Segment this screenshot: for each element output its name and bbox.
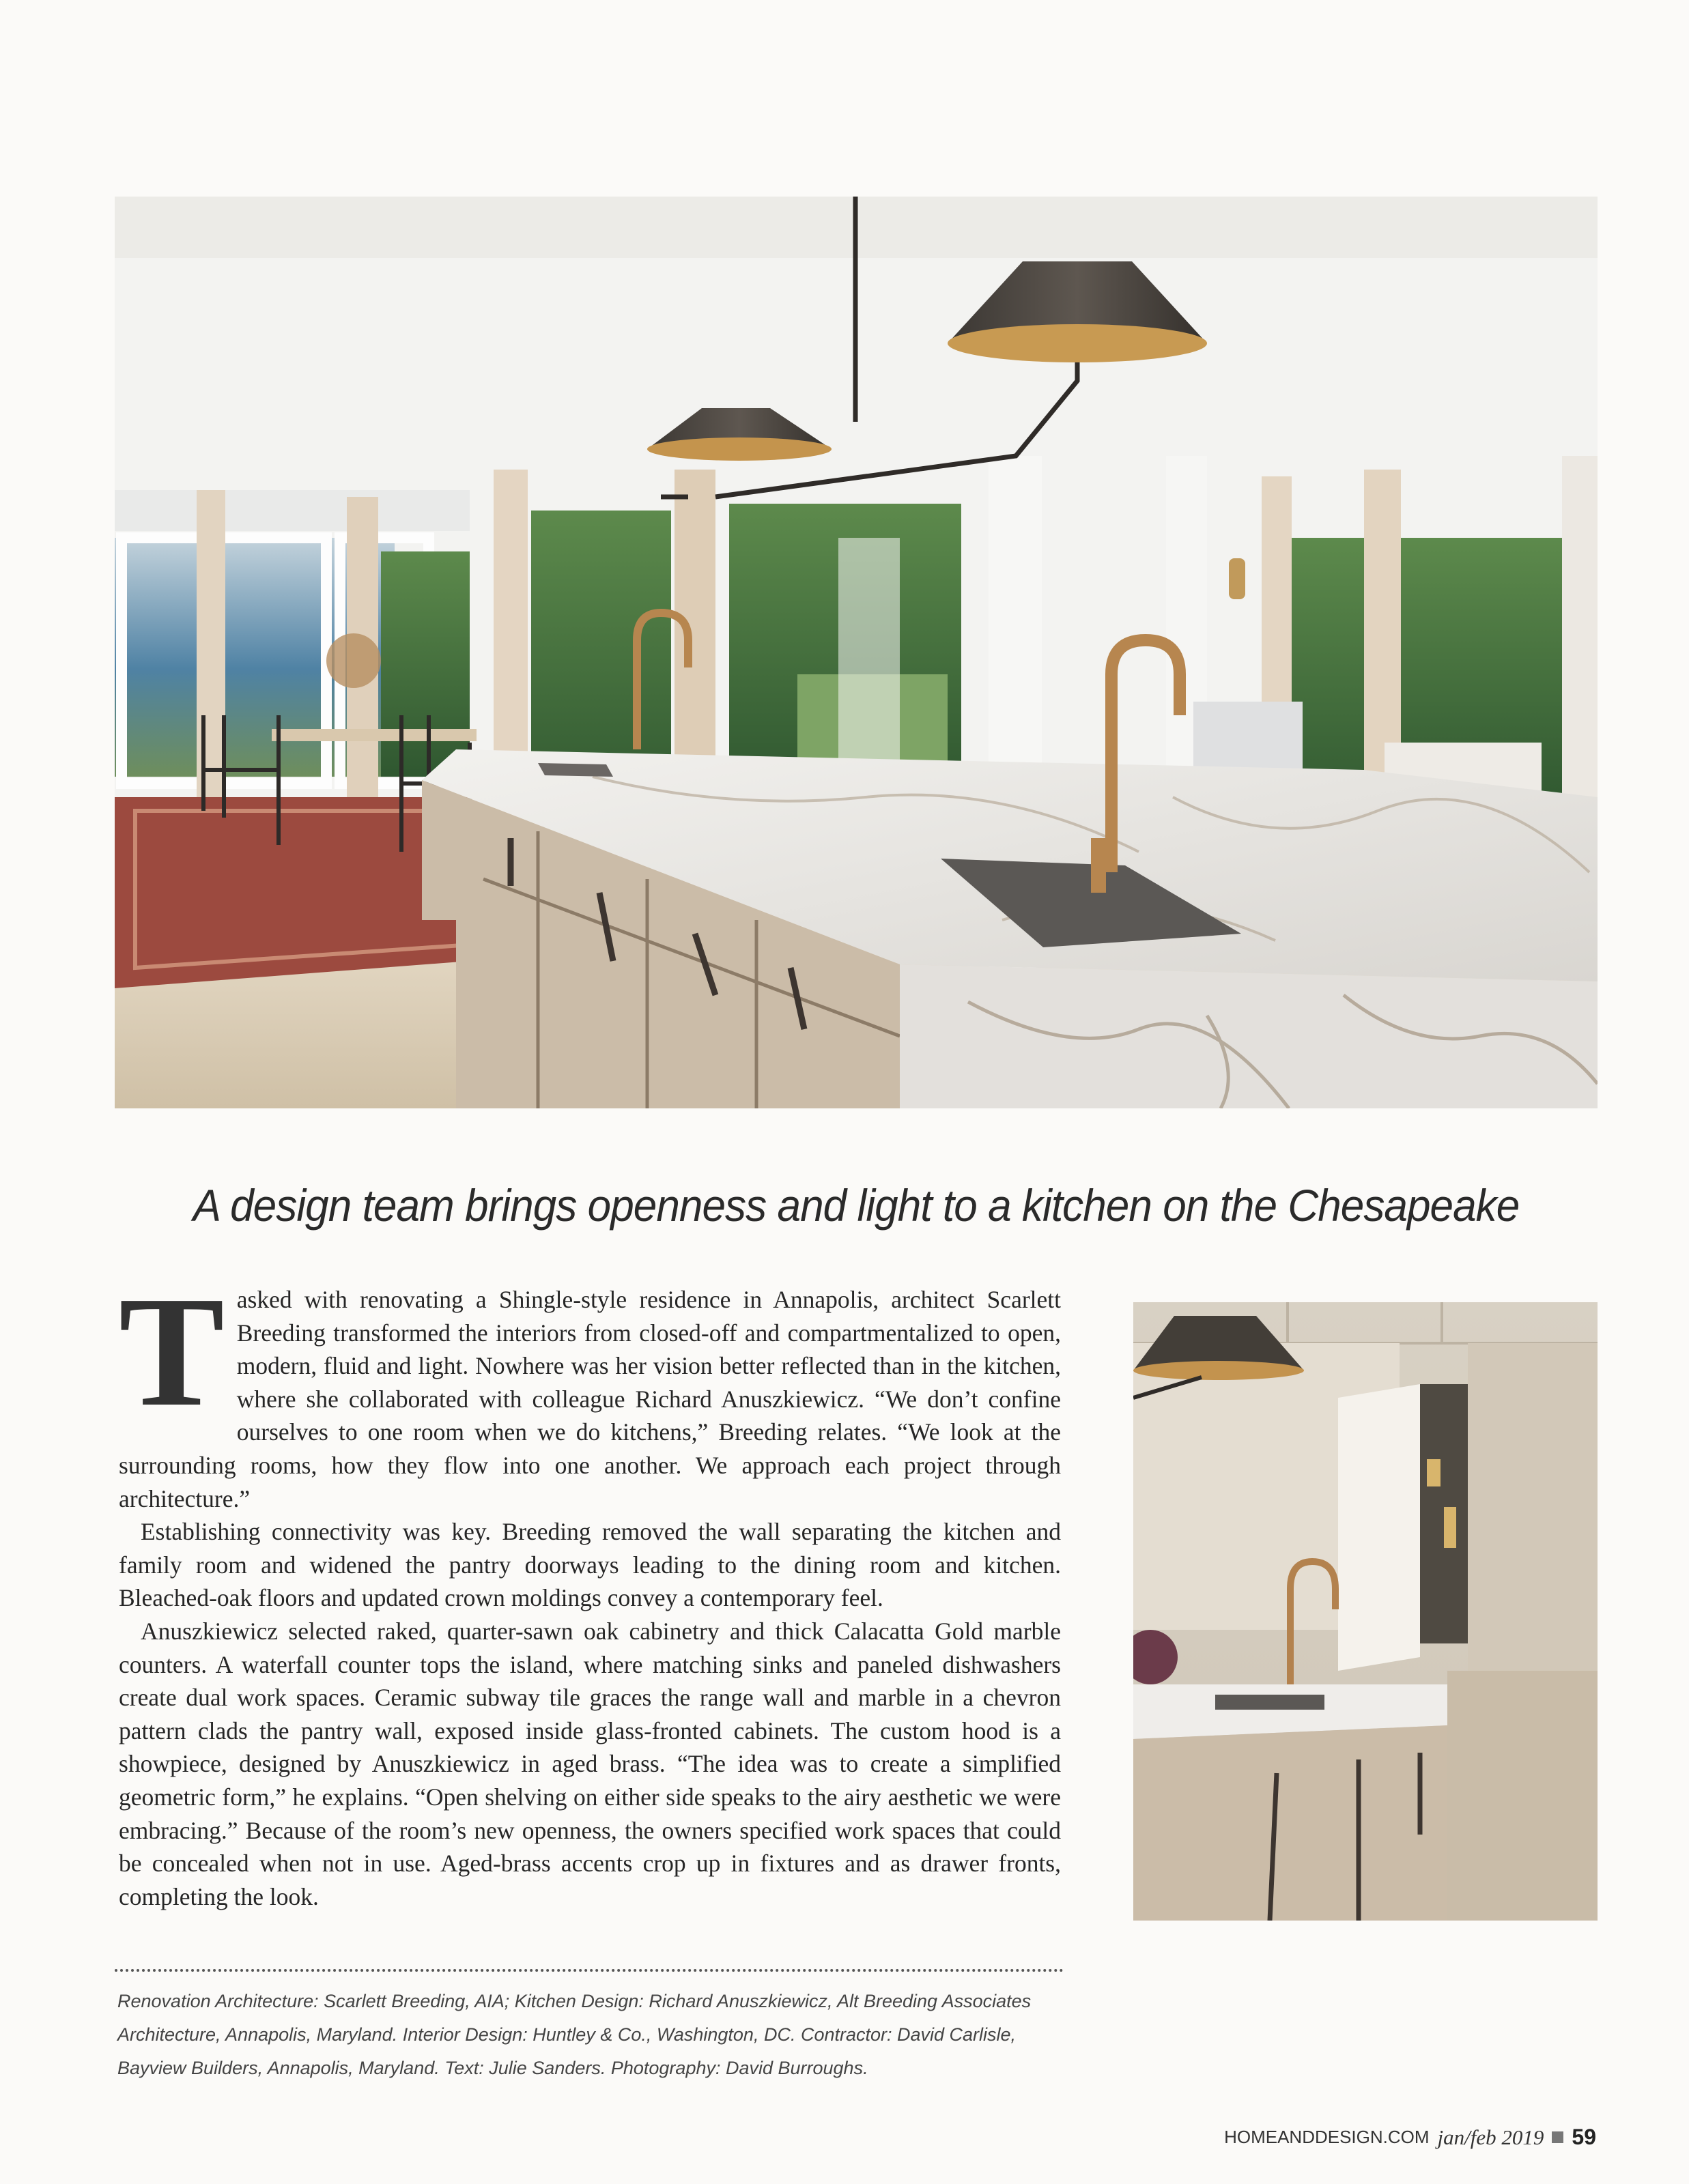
article-body: [119, 1264, 1061, 1913]
page-footer: [1224, 2125, 1596, 2150]
article-headline: A design team brings openness and light to a kitchen on the Chesapeake: [193, 1180, 1520, 1231]
kitchen-hero-photo: [115, 197, 1598, 1108]
footer-issue: jan/feb 2019: [1437, 2125, 1544, 2149]
credits-divider: [115, 1969, 1064, 1972]
page-number: 59: [1572, 2125, 1596, 2149]
article-paragraph-3: Anuszkiewicz selected raked, quarter-sawn oak cabinetry and thick Calacatta Gold marble counters. A waterfall counter tops the island, where matching sinks and paneled dishwashers create dual work spaces. Ceramic subway tile graces the range wall and marble in a chevron pattern clads the pantry wall, exposed inside glass-fronted cabinets. The custom hood is a showpiece, designed by Anuszkiewicz in aged brass. “The idea was to create a simplified geometric form,” he explains. “Open shelving on either side speaks to the airy aesthetic we were embracing.” Because of the room’s new openness, the owners specified work spaces that could be concealed when not in use. Aged-brass accents crop up in fixtures and as drawer fronts, completing the look.: [119, 1617, 1061, 1910]
footer-site: HOMEANDDESIGN.COM: [1224, 2127, 1430, 2147]
article-paragraph-1: asked with renovating a Shingle-style residence in Annapolis, architect Scarlett Breeding transformed the interiors from closed-off and compartmentalized to open, modern, fluid and light. Nowhere was her vision better reflected than in the kitchen, where she collaborated with colleague Richard Anuszkiewicz. “We don’t confine ourselves to one room when we do kitchens,” Breeding relates. “We look at the surrounding rooms, how they flow into one another. We approach each project through architecture.”: [119, 1286, 1061, 1512]
photo-credits: Renovation Architecture: Scarlett Breeding, AIA; Kitchen Design: Richard Anuszkiewicz, Alt Breeding Associates Architecture, Annapolis, Maryland. Interior Design: Huntley & Co., Washington, DC. Contractor: David Carlisle, Bayview Builders, Annapolis, Maryland. Text: Julie Sanders. Photography: David Burroughs.: [117, 1991, 1032, 2078]
article-paragraph-2: Establishing connectivity was key. Breeding removed the wall separating the kitchen and family room and widened the pantry doorways leading to the dining room and kitchen. Bleached-oak floors and updated crown moldings convey a contemporary feel.: [119, 1518, 1061, 1612]
pantry-sink-photo: [1133, 1302, 1598, 1921]
square-bullet-icon: [1552, 2131, 1563, 2143]
drop-cap: T: [119, 1264, 225, 1439]
